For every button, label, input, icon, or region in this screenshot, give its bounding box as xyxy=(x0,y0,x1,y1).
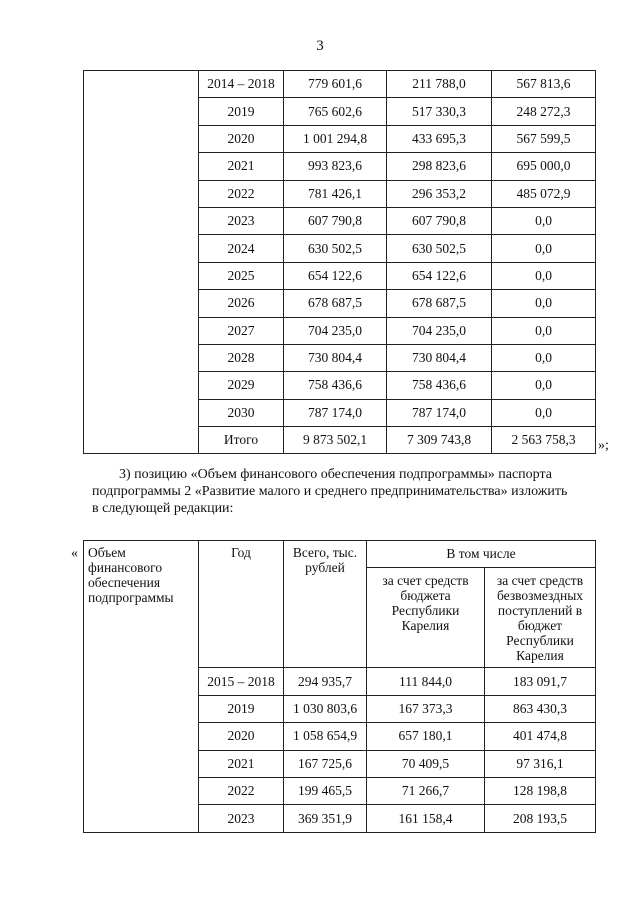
total-cell: 678 687,5 xyxy=(284,290,387,317)
year-cell: 2023 xyxy=(199,207,284,234)
total-cell: 167 725,6 xyxy=(284,750,367,777)
grants-cell: 248 272,3 xyxy=(492,98,596,125)
grants-cell: 567 599,5 xyxy=(492,125,596,152)
budget-cell: 704 235,0 xyxy=(387,317,492,344)
total-cell: 654 122,6 xyxy=(284,262,387,289)
including-header: В том числе xyxy=(367,541,596,568)
total-cell: 1 030 803,6 xyxy=(284,695,367,722)
budget-cell: 517 330,3 xyxy=(387,98,492,125)
year-cell: 2023 xyxy=(199,805,284,832)
budget-cell: 167 373,3 xyxy=(367,695,485,722)
budget-cell: 7 309 743,8 xyxy=(387,427,492,454)
year-cell: 2026 xyxy=(199,290,284,317)
total-cell: 199 465,5 xyxy=(284,777,367,804)
year-cell: 2021 xyxy=(199,750,284,777)
funding-table-continued xyxy=(83,70,596,454)
total-cell: 765 602,6 xyxy=(284,98,387,125)
paragraph-line: в следующей редакции: xyxy=(92,501,234,516)
opening-quote-mark: « xyxy=(71,546,78,561)
year-cell: 2020 xyxy=(199,723,284,750)
budget-cell: 433 695,3 xyxy=(387,125,492,152)
total-cell: 369 351,9 xyxy=(284,805,367,832)
budget-cell: 758 436,6 xyxy=(387,372,492,399)
budget-cell: 678 687,5 xyxy=(387,290,492,317)
grants-cell: 0,0 xyxy=(492,235,596,262)
row-label-cell: Объем финансового обеспечения подпрограммы xyxy=(84,541,199,833)
total-cell: 294 935,7 xyxy=(284,668,367,695)
total-cell: 993 823,6 xyxy=(284,153,387,180)
budget-cell: 211 788,0 xyxy=(387,71,492,98)
total-cell: 787 174,0 xyxy=(284,399,387,426)
amendment-paragraph xyxy=(92,466,592,517)
grants-cell: 485 072,9 xyxy=(492,180,596,207)
budget-cell: 161 158,4 xyxy=(367,805,485,832)
year-header: Год xyxy=(199,541,284,668)
year-cell: 2021 xyxy=(199,153,284,180)
page-number: 3 xyxy=(316,38,324,54)
closing-quote-mark: »; xyxy=(598,438,609,453)
total-cell: 1 058 654,9 xyxy=(284,723,367,750)
total-cell: 704 235,0 xyxy=(284,317,387,344)
grants-cell: 128 198,8 xyxy=(485,777,596,804)
budget-cell: 296 353,2 xyxy=(387,180,492,207)
year-cell: 2019 xyxy=(199,98,284,125)
grants-cell: 0,0 xyxy=(492,399,596,426)
total-cell: 730 804,4 xyxy=(284,344,387,371)
year-cell: Итого xyxy=(199,427,284,454)
total-cell: 9 873 502,1 xyxy=(284,427,387,454)
year-cell: 2020 xyxy=(199,125,284,152)
budget-cell: 71 266,7 xyxy=(367,777,485,804)
budget-cell: 298 823,6 xyxy=(387,153,492,180)
grants-cell: 567 813,6 xyxy=(492,71,596,98)
total-cell: 607 790,8 xyxy=(284,207,387,234)
year-cell: 2030 xyxy=(199,399,284,426)
grants-cell: 0,0 xyxy=(492,344,596,371)
year-cell: 2015 – 2018 xyxy=(199,668,284,695)
grants-cell: 0,0 xyxy=(492,372,596,399)
grants-cell: 97 316,1 xyxy=(485,750,596,777)
subprogram-2-funding-table xyxy=(83,540,596,833)
budget-cell: 70 409,5 xyxy=(367,750,485,777)
budget-cell: 607 790,8 xyxy=(387,207,492,234)
grants-cell: 0,0 xyxy=(492,207,596,234)
year-cell: 2028 xyxy=(199,344,284,371)
budget-cell: 111 844,0 xyxy=(367,668,485,695)
grants-cell: 401 474,8 xyxy=(485,723,596,750)
budget-cell: 657 180,1 xyxy=(367,723,485,750)
table-row xyxy=(84,71,596,98)
grants-cell: 0,0 xyxy=(492,262,596,289)
budget-header: за счет средств бюджета Республики Карелия xyxy=(367,568,485,668)
year-cell: 2022 xyxy=(199,180,284,207)
grants-cell: 208 193,5 xyxy=(485,805,596,832)
budget-cell: 730 804,4 xyxy=(387,344,492,371)
year-cell: 2014 – 2018 xyxy=(199,71,284,98)
year-cell: 2025 xyxy=(199,262,284,289)
total-header: Всего, тыс. рублей xyxy=(284,541,367,668)
blank-label-cell xyxy=(84,71,199,454)
grants-cell: 183 091,7 xyxy=(485,668,596,695)
year-cell: 2022 xyxy=(199,777,284,804)
total-cell: 1 001 294,8 xyxy=(284,125,387,152)
budget-cell: 630 502,5 xyxy=(387,235,492,262)
year-cell: 2027 xyxy=(199,317,284,344)
grants-header: за счет средств безвозмездных поступлений в бюджет Республики Карелия xyxy=(485,568,596,668)
grants-cell: 695 000,0 xyxy=(492,153,596,180)
year-cell: 2024 xyxy=(199,235,284,262)
total-cell: 779 601,6 xyxy=(284,71,387,98)
budget-cell: 787 174,0 xyxy=(387,399,492,426)
paragraph-line: подпрограммы 2 «Развитие малого и среднего предпринимательства» изложить xyxy=(92,484,568,499)
grants-cell: 0,0 xyxy=(492,317,596,344)
total-cell: 630 502,5 xyxy=(284,235,387,262)
budget-cell: 654 122,6 xyxy=(387,262,492,289)
year-cell: 2029 xyxy=(199,372,284,399)
grants-cell: 2 563 758,3 xyxy=(492,427,596,454)
grants-cell: 0,0 xyxy=(492,290,596,317)
year-cell: 2019 xyxy=(199,695,284,722)
grants-cell: 863 430,3 xyxy=(485,695,596,722)
total-cell: 781 426,1 xyxy=(284,180,387,207)
total-cell: 758 436,6 xyxy=(284,372,387,399)
paragraph-line: 3) позицию «Объем финансового обеспечения подпрограммы» паспорта xyxy=(119,467,552,482)
